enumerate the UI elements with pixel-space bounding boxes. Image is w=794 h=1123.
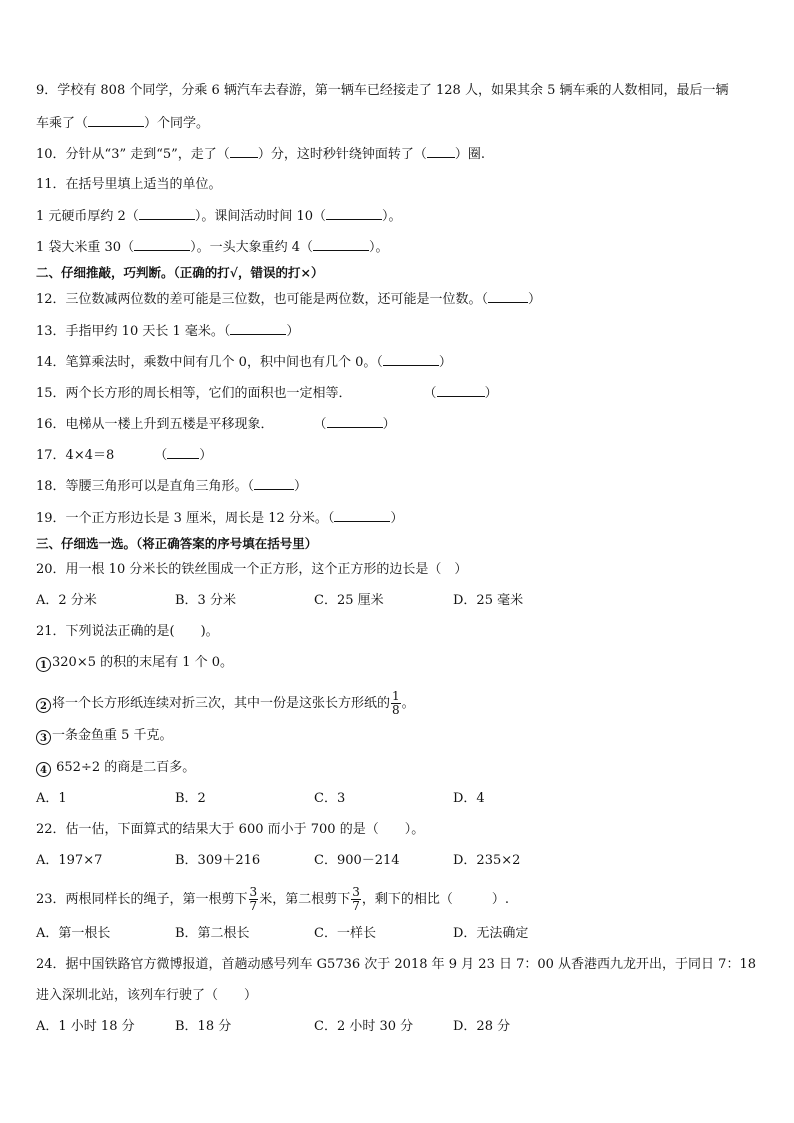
option-c[interactable]: C．一样长 xyxy=(314,926,376,941)
option-c[interactable]: C．2 小时 30 分 xyxy=(314,1019,414,1034)
question-11-line-2 xyxy=(36,238,389,257)
question-9-text: 9．学校有 808 个同学，分乘 6 辆汽车去春游，第一辆车已经接走了 128 人，如果其余 5 辆车乘的人数相同，最后一辆 xyxy=(36,83,729,98)
fraction-denominator: 7 xyxy=(352,899,360,913)
circled-number: 2 xyxy=(36,698,51,713)
question-23-stem xyxy=(36,886,509,913)
answer-blank[interactable] xyxy=(437,384,485,397)
option-a[interactable]: A．第一根长 xyxy=(36,926,111,941)
option-b[interactable]: B．2 xyxy=(175,791,206,806)
option-a[interactable]: A．1 xyxy=(36,791,67,806)
question-12 xyxy=(36,290,541,309)
question-17-text-c: ） xyxy=(199,448,213,463)
question-19-text: 19．一个正方形边长是 3 厘米，周长是 12 分米。（ xyxy=(36,511,335,526)
question-12-text-b: ） xyxy=(528,292,542,307)
statement-text: 将一个长方形纸连续对折三次，其中一份是这张长方形纸的 xyxy=(52,696,391,711)
question-14 xyxy=(36,353,452,372)
question-16-text-c: ） xyxy=(382,417,396,432)
question-15 xyxy=(36,384,498,403)
answer-blank[interactable] xyxy=(326,207,382,220)
question-11-text: ）。 xyxy=(368,240,389,255)
fraction xyxy=(351,886,361,913)
question-11-line-1 xyxy=(36,207,402,226)
answer-blank[interactable] xyxy=(254,477,294,490)
question-13-text: 13．手指甲约 10 天长 1 毫米。（ xyxy=(36,324,231,339)
question-11-text: 1 袋大米重 30（ xyxy=(36,240,135,255)
option-b[interactable]: B．第二根长 xyxy=(175,926,250,941)
section-3-heading: 三、仔细选一选。（将正确答案的序号填在括号里） xyxy=(36,536,318,551)
question-23-text: 23．两根同样长的绳子，第一根剪下 xyxy=(36,892,248,907)
question-11-text: 1 元硬币厚约 2（ xyxy=(36,209,139,224)
question-10-text-a: 10．分针从“3” 走到“5”，走了（ xyxy=(36,147,230,162)
question-18-text: 18．等腰三角形可以是直角三角形。（ xyxy=(36,479,255,494)
section-2-heading: 二、仔细推敲，巧判断。（正确的打√，错误的打×） xyxy=(36,265,324,280)
statement-text: 一条金鱼重 5 千克。 xyxy=(52,728,173,743)
statement-text: 320×5 的积的末尾有 1 个 0。 xyxy=(52,655,234,670)
question-23-text-b: 米，第二根剪下 xyxy=(259,892,351,907)
answer-blank[interactable] xyxy=(167,446,199,459)
option-d[interactable]: D．28 分 xyxy=(453,1019,511,1034)
answer-blank[interactable] xyxy=(334,509,390,522)
answer-blank[interactable] xyxy=(313,238,369,251)
option-b[interactable]: B．3 分米 xyxy=(175,593,236,608)
fraction-numerator: 1 xyxy=(392,689,400,703)
fraction-denominator: 7 xyxy=(249,899,258,913)
option-a[interactable]: A．197×7 xyxy=(36,853,103,868)
question-11-text: 11．在括号里填上适当的单位。 xyxy=(36,177,222,192)
option-c[interactable]: C．25 厘米 xyxy=(314,593,384,608)
answer-blank[interactable] xyxy=(488,290,528,303)
question-21-statement-3 xyxy=(36,727,173,745)
option-d[interactable]: D．无法确定 xyxy=(453,926,529,941)
question-24-line-2: 进入深圳北站，该列车行驶了（ ） xyxy=(36,988,258,1003)
question-11-text: ）。一头大象重约 4（ xyxy=(190,240,313,255)
question-17-text-b: （ xyxy=(154,448,168,463)
question-15-text: 15．两个长方形的周长相等，它们的面积也一定相等． xyxy=(36,386,352,401)
question-23-text-c: ，剩下的相比（ ）. xyxy=(361,892,509,907)
question-21-stem: 21．下列说法正确的是( )。 xyxy=(36,624,219,639)
question-9-text-c: ）个同学。 xyxy=(144,116,210,131)
question-19-text-b: ） xyxy=(390,511,404,526)
question-22-stem: 22．估一估，下面算式的结果大于 600 而小于 700 的是（ ）。 xyxy=(36,822,425,837)
option-d[interactable]: D．235×2 xyxy=(453,853,521,868)
question-12-text: 12．三位数减两位数的差可能是三位数，也可能是两位数，还可能是一位数。（ xyxy=(36,292,489,307)
question-21-statement-1 xyxy=(36,654,233,672)
statement-text-end: 。 xyxy=(401,696,415,711)
statement-text: 652÷2 的商是二百多。 xyxy=(52,760,196,775)
option-c[interactable]: C．3 xyxy=(314,791,346,806)
answer-blank[interactable] xyxy=(327,415,383,428)
question-15-text-c: ） xyxy=(484,386,498,401)
question-10-text-b: ）分，这时秒针绕钟面转了（ xyxy=(257,147,427,162)
question-19 xyxy=(36,509,403,528)
option-d[interactable]: D．4 xyxy=(453,791,485,806)
question-14-text: 14．笔算乘法时，乘数中间有几个 0，积中间也有几个 0。（ xyxy=(36,355,383,370)
question-18-text-b: ） xyxy=(294,479,308,494)
question-16-text-b: （ xyxy=(313,417,327,432)
question-17 xyxy=(36,446,212,465)
question-21-statement-4 xyxy=(36,759,195,777)
fraction xyxy=(249,886,259,913)
question-11-text: ）。课间活动时间 10（ xyxy=(194,209,326,224)
option-c[interactable]: C．900－214 xyxy=(314,853,400,868)
question-13-text-b: ） xyxy=(286,324,300,339)
question-16-text: 16．电梯从一楼上升到五楼是平移现象． xyxy=(36,417,274,432)
fraction xyxy=(391,690,401,717)
question-13 xyxy=(36,322,299,341)
answer-blank[interactable] xyxy=(88,114,144,127)
fraction-denominator: 8 xyxy=(392,703,400,717)
fraction-numerator: 3 xyxy=(352,885,360,899)
option-d[interactable]: D．25 毫米 xyxy=(453,593,524,608)
option-b[interactable]: B．18 分 xyxy=(175,1019,232,1034)
circled-number: 3 xyxy=(36,730,51,745)
option-a[interactable]: A．2 分米 xyxy=(36,593,97,608)
answer-blank[interactable] xyxy=(230,145,258,158)
fraction-numerator: 3 xyxy=(249,885,258,899)
answer-blank[interactable] xyxy=(230,322,286,335)
answer-blank[interactable] xyxy=(134,238,190,251)
answer-blank[interactable] xyxy=(427,145,455,158)
question-17-text: 17．4×4＝8 xyxy=(36,448,115,463)
question-14-text-b: ） xyxy=(438,355,452,370)
question-11-title xyxy=(36,176,222,194)
question-16 xyxy=(36,415,396,434)
question-18 xyxy=(36,477,307,496)
circled-number: 4 xyxy=(36,762,51,777)
question-20-stem: 20．用一根 10 分米长的铁丝围成一个正方形，这个正方形的边长是（ ） xyxy=(36,562,468,577)
option-a[interactable]: A．1 小时 18 分 xyxy=(36,1019,135,1034)
question-9-text-b: 车乘了（ xyxy=(36,116,89,131)
question-10 xyxy=(36,145,485,164)
question-10-text-c: ）圈. xyxy=(454,147,485,162)
option-b[interactable]: B．309＋216 xyxy=(175,853,261,868)
circled-number: 1 xyxy=(36,657,51,672)
question-9-line-1 xyxy=(36,82,729,100)
question-15-text-b: （ xyxy=(423,386,437,401)
answer-blank[interactable] xyxy=(383,353,439,366)
answer-blank[interactable] xyxy=(139,207,195,220)
question-11-text: ）。 xyxy=(382,209,402,224)
question-9-line-2 xyxy=(36,114,209,133)
question-24-line-1: 24．据中国铁路官方微博报道，首趟动感号列车 G5736 次于 2018 年 9 月 23 日 7：00 从香港西九龙开出，于同日 7：18 xyxy=(36,957,756,972)
question-21-statement-2 xyxy=(36,690,415,717)
